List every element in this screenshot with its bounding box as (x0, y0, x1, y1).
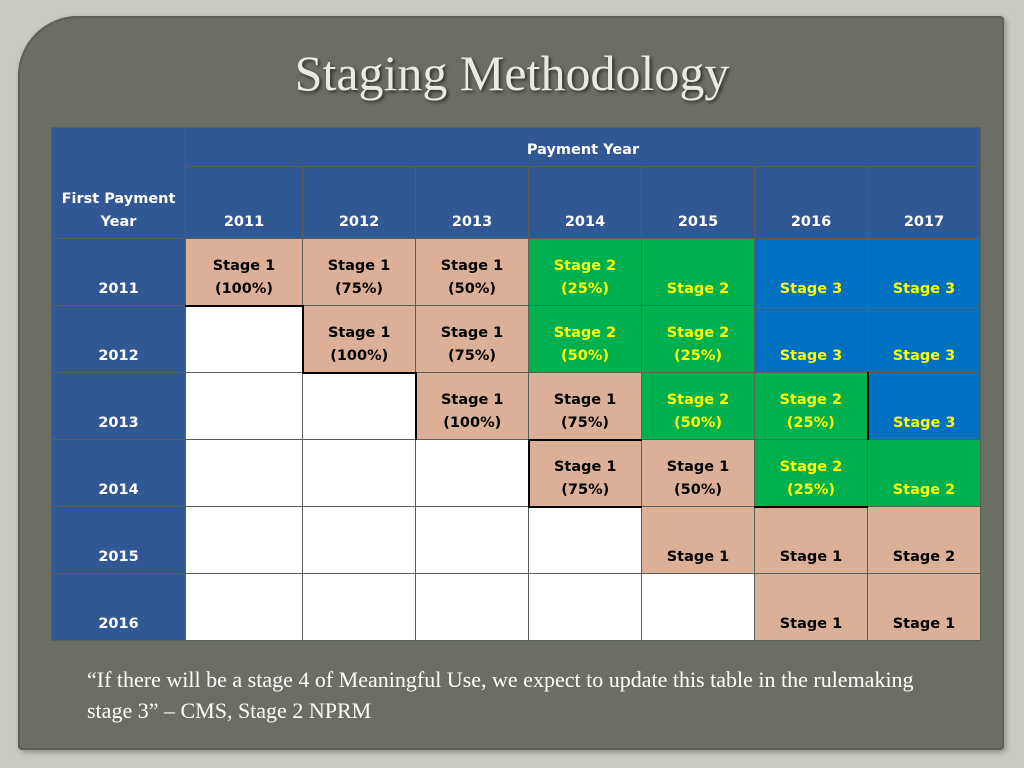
stage-cell: Stage 1 (75%) (529, 373, 642, 440)
table-row (52, 306, 981, 373)
stage-cell: Stage 1 (50%) (416, 239, 529, 306)
year-header: 2014 (529, 167, 642, 239)
stage-cell: Stage 2 (25%) (529, 239, 642, 306)
stage-cell: Stage 3 (868, 306, 981, 373)
stage-cell: Stage 2 (50%) (642, 373, 755, 440)
stage-cell: Stage 3 (755, 306, 868, 373)
stage-cell: Stage 1 (75%) (416, 306, 529, 373)
cms-quote: “If there will be a stage 4 of Meaningful Use, we expect to update this table in the rulemaking stage 3” – CMS, Stage 2 NPRM (87, 667, 914, 723)
empty-cell (186, 306, 303, 373)
row-year-label: 2016 (52, 574, 186, 641)
empty-cell (186, 440, 303, 507)
payment-year-header: Payment Year (186, 128, 981, 167)
empty-cell (529, 574, 642, 641)
stage-cell: Stage 3 (755, 239, 868, 306)
year-header: 2017 (868, 167, 981, 239)
stage-cell: Stage 1 (755, 507, 868, 574)
row-year-label: 2015 (52, 507, 186, 574)
empty-cell (416, 574, 529, 641)
year-header: 2013 (416, 167, 529, 239)
empty-cell (416, 440, 529, 507)
table-row (52, 574, 981, 641)
stage-cell: Stage 2 (642, 239, 755, 306)
stage-cell: Stage 3 (868, 373, 981, 440)
row-year-label: 2014 (52, 440, 186, 507)
stage-cell: Stage 2 (25%) (755, 373, 868, 440)
table-row (52, 373, 981, 440)
row-year-label: 2013 (52, 373, 186, 440)
table-row (52, 239, 981, 306)
stage-cell: Stage 1 (755, 574, 868, 641)
empty-cell (642, 574, 755, 641)
stage-cell: Stage 1 (50%) (642, 440, 755, 507)
stage-cell: Stage 2 (50%) (529, 306, 642, 373)
stage-cell: Stage 1 (100%) (303, 306, 416, 373)
empty-cell (416, 507, 529, 574)
year-header: 2015 (642, 167, 755, 239)
table-row (52, 507, 981, 574)
empty-cell (186, 373, 303, 440)
stage-cell: Stage 1 (868, 574, 981, 641)
stage-cell: Stage 3 (868, 239, 981, 306)
stage-cell: Stage 1 (642, 507, 755, 574)
staging-table (51, 127, 981, 641)
stage-cell: Stage 1 (75%) (529, 440, 642, 507)
empty-cell (303, 574, 416, 641)
stage-cell: Stage 1 (100%) (416, 373, 529, 440)
stage-cell: Stage 1 (75%) (303, 239, 416, 306)
empty-cell (529, 507, 642, 574)
stage-cell: Stage 2 (868, 507, 981, 574)
empty-cell (186, 507, 303, 574)
row-year-label: 2012 (52, 306, 186, 373)
empty-cell (303, 373, 416, 440)
stage-cell: Stage 2 (25%) (755, 440, 868, 507)
stage-cell: Stage 2 (868, 440, 981, 507)
table-row (52, 440, 981, 507)
stage-cell: Stage 1 (100%) (186, 239, 303, 306)
empty-cell (186, 574, 303, 641)
empty-cell (303, 507, 416, 574)
year-header: 2011 (186, 167, 303, 239)
corner-header: First Payment Year (52, 128, 186, 239)
slide-title: Staging Methodology (294, 45, 730, 101)
empty-cell (303, 440, 416, 507)
row-year-label: 2011 (52, 239, 186, 306)
year-header: 2016 (755, 167, 868, 239)
stage-cell: Stage 2 (25%) (642, 306, 755, 373)
year-header: 2012 (303, 167, 416, 239)
